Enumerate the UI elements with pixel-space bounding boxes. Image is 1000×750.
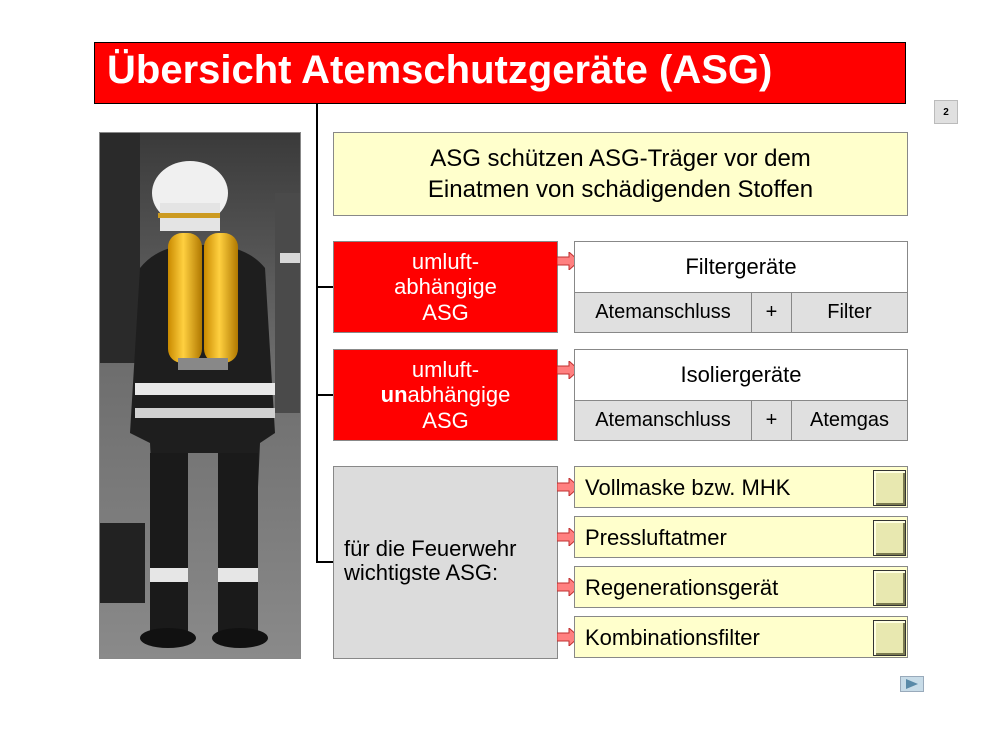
list-item-kombinationsfilter[interactable] [574, 616, 908, 658]
part-atemanschluss: Atemanschluss [574, 292, 752, 333]
connector-branch [316, 394, 333, 396]
action-button[interactable] [873, 520, 906, 556]
list-item-label: Regenerationsgerät [585, 575, 779, 600]
important-line2: wichtigste ASG: [344, 560, 499, 586]
category-line2-rest: abhängige [407, 382, 511, 408]
category-line1: umluft- [411, 249, 480, 275]
important-line1: für die Feuerwehr [344, 536, 517, 561]
category-line2 [334, 274, 557, 299]
firefighter-illustration [100, 133, 301, 659]
play-next-icon [905, 678, 919, 690]
list-item-pressluftatmer[interactable] [574, 516, 908, 558]
firefighter-photo [99, 132, 301, 659]
connector-trunk [316, 104, 318, 562]
important-asg-box [333, 466, 558, 659]
plus-sign: + [751, 400, 792, 441]
category-line1: umluft- [411, 357, 480, 383]
list-item-vollmaske[interactable] [574, 466, 908, 508]
next-slide-button[interactable] [900, 676, 924, 692]
description-text: ASG schützen ASG-Träger vor dem Einatmen von schädigenden Stoffen [427, 144, 814, 203]
category-box-dependent [333, 241, 558, 333]
title-bar [94, 42, 906, 104]
page-title: Übersicht Atemschutzgeräte (ASG) [107, 48, 773, 92]
description-box [333, 132, 908, 216]
category-box-independent [333, 349, 558, 441]
device-isoliergeraete: Isoliergeräte [574, 349, 908, 401]
part-atemgas: Atemgas [791, 400, 908, 441]
list-item-label: Vollmaske bzw. MHK [585, 475, 791, 500]
connector-branch [316, 286, 333, 288]
list-item-regenerationsgeraet[interactable] [574, 566, 908, 608]
category-line2-bold: un [380, 382, 408, 408]
category-line3: ASG [422, 299, 469, 325]
action-button[interactable] [873, 620, 906, 656]
part-atemanschluss: Atemanschluss [574, 400, 752, 441]
action-button[interactable] [873, 570, 906, 606]
list-item-label: Pressluftatmer [585, 525, 727, 550]
connector-branch [316, 561, 333, 563]
device-filtergeraete: Filtergeräte [574, 241, 908, 293]
list-item-label: Kombinationsfilter [585, 625, 760, 650]
part-filter: Filter [791, 292, 908, 333]
page-number: 2 [934, 100, 958, 124]
category-line3: ASG [422, 407, 469, 433]
category-line2 [334, 382, 557, 407]
plus-sign: + [751, 292, 792, 333]
action-button[interactable] [873, 470, 906, 506]
category-line2-rest: abhängige [394, 274, 497, 300]
